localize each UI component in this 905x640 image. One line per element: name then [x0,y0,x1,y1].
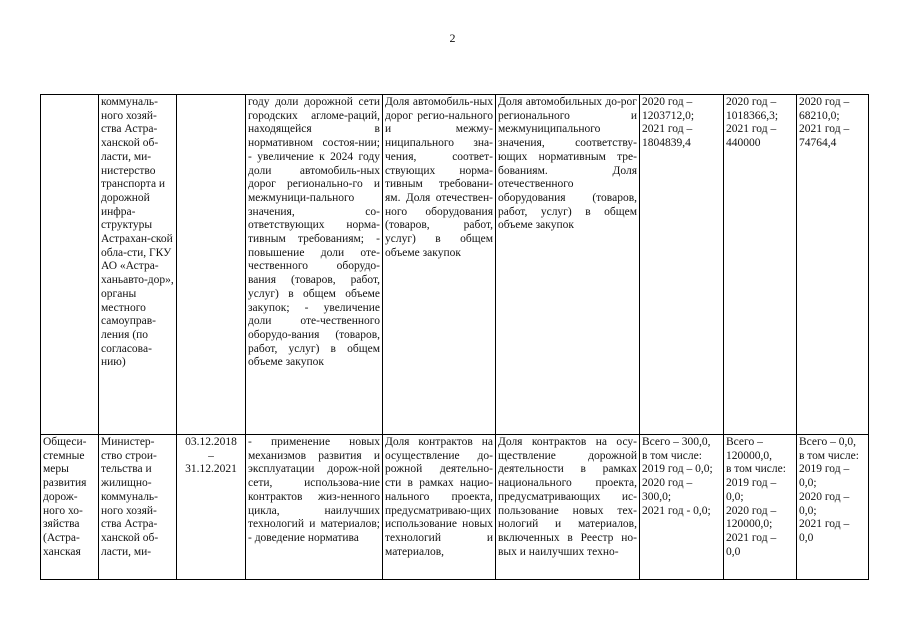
funding-line: 2019 год – 0,0; [642,463,713,476]
cell-event-name [41,95,99,435]
funding-line: 0,0; [799,477,817,490]
funding-line: 68210,0; [799,109,840,122]
funding-line: Всего – 0,0, [799,436,856,448]
funding-line: 1804839,4 [642,137,691,150]
cell-period [177,95,246,435]
period-start: 03.12.2018 [185,436,237,448]
cell-funding-local [797,435,869,580]
cell-funding-local [797,95,869,435]
cell-indicator: Доля автомобиль-ных дорог регио-нального и межму-ниципального зна-чения, соответ-ствующих норма-тивным требовани-ям. Доля отечествен-ного оборудования (товаров, работ, услуг) в общем объеме закупок [383,95,496,435]
funding-line: 2021 год – [799,123,850,136]
funding-line: 1018366,3; [726,109,779,122]
funding-line: в том числе: [799,449,859,462]
funding-line: 0,0; [726,490,744,503]
cell-period [177,435,246,580]
funding-line: 2020 год – [726,96,777,108]
cell-executor: коммуналь-ного хозяй-ства Астра-ханской об-ласти, ми-нистерство транспорта и дорожной инфра-структуры Астрахан-ской обла-сти, ГКУ АО «Астра-ханьавто-дор», органы местного самоуправ-ления (по согласова-нию) [99,95,177,435]
cell-funding-regional [724,95,797,435]
cell-funding-federal [640,435,724,580]
funding-line: 0,0; [799,504,817,517]
funding-line: 440000 [726,137,761,150]
funding-line: 0,0 [799,531,814,544]
program-table [40,94,869,580]
funding-line: 2021 год - 0,0; [642,504,711,517]
cell-indicator-national: Доля контрактов на осу-ществление дорожной деятельности в рамках национального проекта, предусматривающих ис-пользование новых тех-нологий и материалов, включенных в Реестр но-вых и наилучших техно- [496,435,640,580]
table-row [41,435,869,580]
cell-expected-result: - применение новых механизмов развития и эксплуатации дорож-ной сети, использова-ние контрактов жиз-ненного цикла, наилучших технологий и материалов; - доведение норматива [246,435,383,580]
funding-line: 2020 год – [726,504,777,517]
funding-line: 2020 год – [799,490,850,503]
cell-event-name: Общеси-стемные меры развития дорож-ного хо-зяйства (Астра-ханская [41,435,99,580]
funding-line: 2020 год – [642,477,693,490]
funding-line: в том числе: [642,449,702,462]
funding-line: Всего – [726,436,763,448]
funding-line: 2021 год – [726,123,777,136]
page-number: 2 [449,31,456,45]
funding-line: Всего – 300,0, [642,436,711,448]
funding-line: 0,0 [726,545,741,558]
cell-indicator: Доля контрактов на осуществление до-рожной деятельно-сти в рамках нацио-нального проекта, предусматриваю-щих использование новых технологий и материалов, [383,435,496,580]
funding-line: 2020 год – [642,96,693,108]
table-row [41,95,869,435]
cell-expected-result: году доли дорожной сети городских агломе-раций, находящейся в нормативном состоя-нии; - увеличение к 2024 году доли автомобиль-ных дорог регионально-го и межмуници-пального значения, со-ответствующих норма-тивным требованиям; - повышение доли оте-чественного оборудо-вания (товаров, работ, услуг) в общем объеме закупок; - увеличение доли оте-чественного оборудо-вания (товаров, работ, услуг) в общем объеме закупок [246,95,383,435]
funding-line: 2019 год – [726,477,777,490]
funding-line: 74764,4 [799,137,837,150]
period-dash: – [208,449,214,462]
funding-line: 2019 год – [799,463,850,476]
funding-line: 2021 год – [642,123,693,136]
funding-line: 300,0; [642,490,672,503]
funding-line: 1203712,0; [642,109,695,122]
funding-line: 2021 год – [726,531,777,544]
cell-indicator-national: Доля автомобильных до-рог регионального и межмуниципального значения, соответству-ющих нормативным тре-бованиям. Доля отечественного оборудования (товаров, работ, услуг) в общем объеме закупок [496,95,640,435]
funding-line: 2021 год – [799,518,850,531]
cell-funding-regional [724,435,797,580]
funding-line: в том числе: [726,463,786,476]
funding-line: 2020 год – [799,96,850,108]
period-end: 31.12.2021 [185,463,237,476]
funding-line: 120000,0, [726,449,772,462]
cell-executor: Министер-ство строи-тельства и жилищно-коммуналь-ного хозяй-ства Астра-ханской об-ласти, ми- [99,435,177,580]
funding-line: 120000,0; [726,518,773,531]
cell-funding-federal [640,95,724,435]
